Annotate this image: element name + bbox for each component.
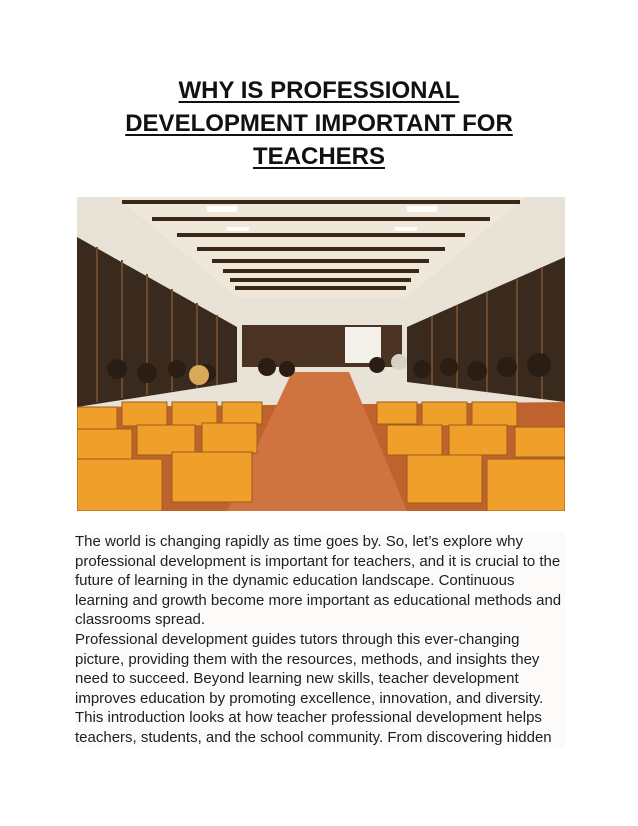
title-line-3: TEACHERS — [252, 143, 385, 170]
page-title — [60, 74, 578, 173]
title-line-2: DEVELOPMENT IMPORTANT FOR — [125, 110, 513, 137]
paragraph-2: Professional development guides tutors through this ever-changing picture, providing them with the resources, methods, and insights they need to succeed. Beyond learning new skills, teacher development improves education by promoting excellence, innovation, and diversity. — [75, 630, 544, 707]
title-line-1: WHY IS PROFESSIONAL — [178, 77, 460, 104]
lecture-hall-photo — [77, 197, 565, 511]
body-text — [75, 532, 565, 748]
paragraph-1: The world is changing rapidly as time goes by. So, let’s explore why professional development is important for teachers, and it is crucial to the future of learning in the dynamic education landscape. Continuous learning and growth become more important as educational methods and classrooms spread. — [75, 533, 562, 629]
paragraph-3: This introduction looks at how teacher professional development helps teachers, students, and the school community. From discovering hidden — [75, 709, 552, 746]
